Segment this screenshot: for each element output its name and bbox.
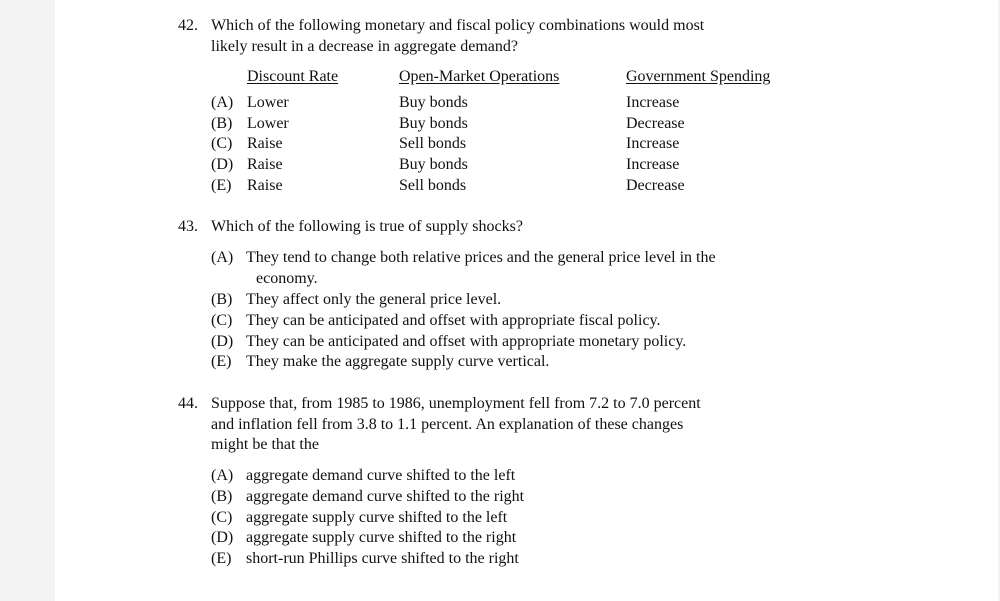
row-label: (A) xyxy=(211,94,234,111)
open-market-cell: Sell bonds xyxy=(399,177,467,194)
stem-line-3: might be that the xyxy=(211,436,319,453)
row-label: (C) xyxy=(211,135,233,152)
option-text: They affect only the general price level. xyxy=(246,291,502,308)
government-spending-cell: Increase xyxy=(626,135,680,152)
discount-rate-cell: Lower xyxy=(247,94,289,111)
option-text: They tend to change both relative prices and the general price level in the xyxy=(246,249,716,266)
answer-option xyxy=(211,466,515,487)
option-text: aggregate supply curve shifted to the left xyxy=(246,509,508,526)
row-label: (D) xyxy=(211,156,234,173)
option-text: aggregate demand curve shifted to the left xyxy=(246,467,516,484)
row-label: (E) xyxy=(211,177,232,194)
option-text: They make the aggregate supply curve vertical. xyxy=(246,353,550,370)
open-market-cell: Buy bonds xyxy=(399,115,468,132)
government-spending-cell: Decrease xyxy=(626,115,685,132)
government-spending-cell: Increase xyxy=(626,156,680,173)
question-number: 42. xyxy=(178,17,198,34)
open-market-cell: Sell bonds xyxy=(399,135,467,152)
government-spending-cell: Decrease xyxy=(626,177,685,194)
stem-line-1: Suppose that, from 1985 to 1986, unemployment fell from 7.2 to 7.0 percent xyxy=(211,395,701,412)
open-market-cell: Buy bonds xyxy=(399,156,468,173)
header-open-market-operations: Open-Market Operations xyxy=(399,68,560,85)
stem-line-2: and inflation fell from 3.8 to 1.1 percent. An explanation of these changes xyxy=(211,415,684,433)
answer-option xyxy=(211,528,516,549)
option-label: (B) xyxy=(211,488,233,505)
open-market-cell: Buy bonds xyxy=(399,94,468,111)
discount-rate-cell: Lower xyxy=(247,115,289,132)
header-government-spending: Government Spending xyxy=(626,68,771,85)
option-label: (D) xyxy=(211,333,234,350)
option-text: They can be anticipated and offset with appropriate monetary policy. xyxy=(246,333,687,350)
option-label: (B) xyxy=(211,291,233,308)
answer-option xyxy=(211,290,501,311)
discount-rate-cell: Raise xyxy=(247,177,283,194)
header-discount-rate: Discount Rate xyxy=(247,68,339,85)
option-label: (A) xyxy=(211,249,234,266)
answer-option xyxy=(211,332,686,353)
discount-rate-cell: Raise xyxy=(247,135,283,152)
option-text-continued: economy. xyxy=(256,270,318,287)
option-text: aggregate supply curve shifted to the right xyxy=(246,529,517,546)
stem-line-2: likely result in a decrease in aggregate demand? xyxy=(211,37,518,55)
government-spending-cell: Increase xyxy=(626,94,680,111)
discount-rate-cell: Raise xyxy=(247,156,283,173)
answer-option xyxy=(211,549,519,570)
row-label: (B) xyxy=(211,115,233,132)
option-text: aggregate demand curve shifted to the right xyxy=(246,488,525,505)
question-number: 44. xyxy=(178,395,198,412)
option-text: short-run Phillips curve shifted to the right xyxy=(246,550,519,567)
option-text: They can be anticipated and offset with appropriate fiscal policy. xyxy=(246,312,661,329)
document-page xyxy=(55,0,998,601)
option-label: (A) xyxy=(211,467,234,484)
answer-option xyxy=(211,508,507,529)
stem-line-1: Which of the following monetary and fiscal policy combinations would most xyxy=(211,17,705,34)
answer-option xyxy=(211,311,661,332)
answer-option xyxy=(211,487,524,508)
option-label: (C) xyxy=(211,312,233,329)
option-label: (E) xyxy=(211,353,232,370)
option-label: (E) xyxy=(211,550,232,567)
question-number: 43. xyxy=(178,218,198,235)
option-label: (D) xyxy=(211,529,234,546)
option-label: (C) xyxy=(211,509,233,526)
answer-option xyxy=(211,248,716,269)
answer-option xyxy=(211,352,549,373)
stem-line-1: Which of the following is true of supply shocks? xyxy=(211,218,523,235)
